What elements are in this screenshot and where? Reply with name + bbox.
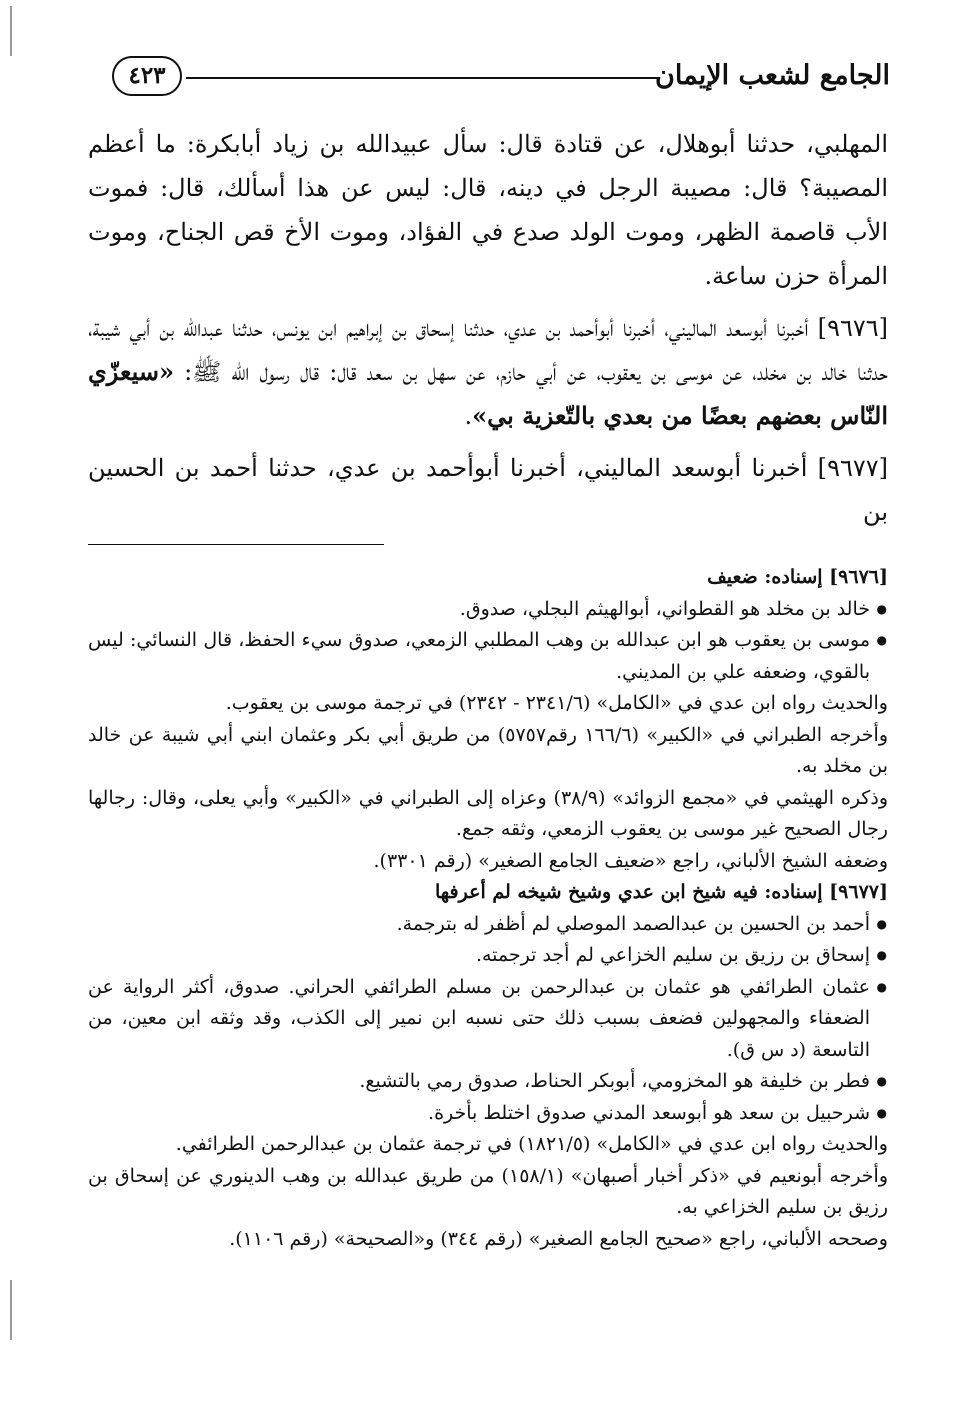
footnote-text: وضعفه الشيخ الألباني، راجع «ضعيف الجامع الصغير» (رقم ٣٣٠١). xyxy=(373,849,888,872)
footnote-text: والحديث رواه ابن عدي في «الكامل» (١٨٢١/٥) في ترجمة عثمان بن عبدالرحمن الطرائفي. xyxy=(175,1133,888,1155)
footnotes xyxy=(88,562,888,1255)
page-number: ٤٢٣ xyxy=(112,56,182,96)
hadith-end-punct: . xyxy=(464,402,473,430)
paragraph-continuation: المهلبي، حدثنا أبوهلال، عن قتادة قال: سأل عبيدالله بن زياد أبابكرة: ما أعظم المصيبة؟ قال: مصيبة الرجل في دينه، قال: ليس عن هذا أسألك، قال: فموت الأب قاصمة الظهر، وموت الولد صدع في الفؤاد، وموت الأخ قص الجناح، وموت المرأة حزن ساعة. xyxy=(88,130,888,290)
scan-edge-mark-bottom xyxy=(10,1280,12,1340)
footnote-bullets-9676 xyxy=(88,594,888,689)
hadith-matn: «سيعزّي النّاس بعضهم بعضًا من بعدي بالتّعزية بي» xyxy=(88,357,888,430)
list-item: ● فطر بن خليفة هو المخزومي، أبوبكر الحناط، صدوق رمي بالتشيع. xyxy=(88,1066,870,1098)
footnote-text: وأخرجه أبونعيم في «ذكر أخبار أصبهان» (١٥٨/١) من طريق عبدالله بن وهب الدينوري عن إسحاق بن رزيق بن سليم الخزاعي به. xyxy=(88,1164,888,1218)
list-item: ● عثمان الطرائفي هو عثمان بن عبدالرحمن بن مسلم الطرائفي الحراني. صدوق، أكثر الرواية عن الضعفاء والمجهولين فضعف بسبب ذلك حتى نسبه ابن نمير إلى الكذب، وقد وثقه ابن معين، من التاسعة (د س ق). xyxy=(88,972,870,1067)
list-item: ● شرحبيل بن سعد هو أبوسعد المدني صدوق اختلط بأخرة. xyxy=(88,1098,870,1130)
header-rule xyxy=(186,77,660,79)
main-text xyxy=(88,122,888,542)
footnote-text: وذكره الهيثمي في «مجمع الزوائد» (٣٨/٩) وعزاه إلى الطبراني في «الكبير» وأبي يعلى، وقال: رجالها رجال الصحيح غير موسى بن يعقوب الزمعي، وثقه جمع. xyxy=(88,786,888,840)
footnote-text: والحديث رواه ابن عدي في «الكامل» (٢٣٤١/٦ - ٢٣٤٢) في ترجمة موسى بن يعقوب. xyxy=(225,692,888,714)
footnote-text: وأخرجه الطبراني في «الكبير» (١٦٦/٦ رقم٥٧٥٧) من طريق أبي بكر وعثمان ابني أبي شيبة عن خالد بن مخلد به. xyxy=(88,723,888,777)
list-item: ● خالد بن مخلد هو القطواني، أبوالهيثم البجلي، صدوق. xyxy=(88,594,870,626)
page-header xyxy=(112,56,890,100)
list-item: ● أحمد بن الحسين بن عبدالصمد الموصلي لم أظفر له بترجمة. xyxy=(88,909,870,941)
paragraph-hadith-9676 xyxy=(88,306,888,438)
list-item: ● موسى بن يعقوب هو ابن عبدالله بن وهب المطلبي الزمعي، صدوق سيء الحفظ، قال النسائي: ليس بالقوي، وضعفه علي بن المديني. xyxy=(88,625,870,688)
scan-edge-mark-top xyxy=(10,6,12,56)
footnote-separator xyxy=(88,544,384,545)
paragraph-hadith-9677: [٩٦٧٧] أخبرنا أبوسعد الماليني، أخبرنا أبوأحمد بن عدي، حدثنا أحمد بن الحسين بن xyxy=(88,454,888,526)
footnote-heading-9677: [٩٦٧٧] إسناده: فيه شيخ ابن عدي وشيخ شيخه لم أعرفها xyxy=(435,881,888,903)
footnote-bullets-9677 xyxy=(88,909,888,1130)
footnote-heading-9676: [٩٦٧٦] إسناده: ضعيف xyxy=(707,566,888,588)
list-item: ● إسحاق بن رزيق بن سليم الخزاعي لم أجد ترجمته. xyxy=(88,940,870,972)
footnote-text: وصححه الألباني، راجع «صحيح الجامع الصغير» (رقم ٣٤٤) و«الصحيحة» (رقم ١١٠٦). xyxy=(229,1227,888,1250)
hadith-isnad: [٩٦٧٦] أخبرنا أبوسعد الماليني، أخبرنا أبوأحمد بن عدي، حدثنا إسحاق بن إبراهيم ابن يونس، حدثنا عبدالله بن أبي شيبة، حدثنا خالد بن مخلد، عن موسى بن يعقوب، عن أبي حازم، عن سهل بن سعد قال: قال رسول الله ﷺ: xyxy=(88,314,888,386)
running-title: الجامع لشعب الإيمان xyxy=(655,60,890,91)
